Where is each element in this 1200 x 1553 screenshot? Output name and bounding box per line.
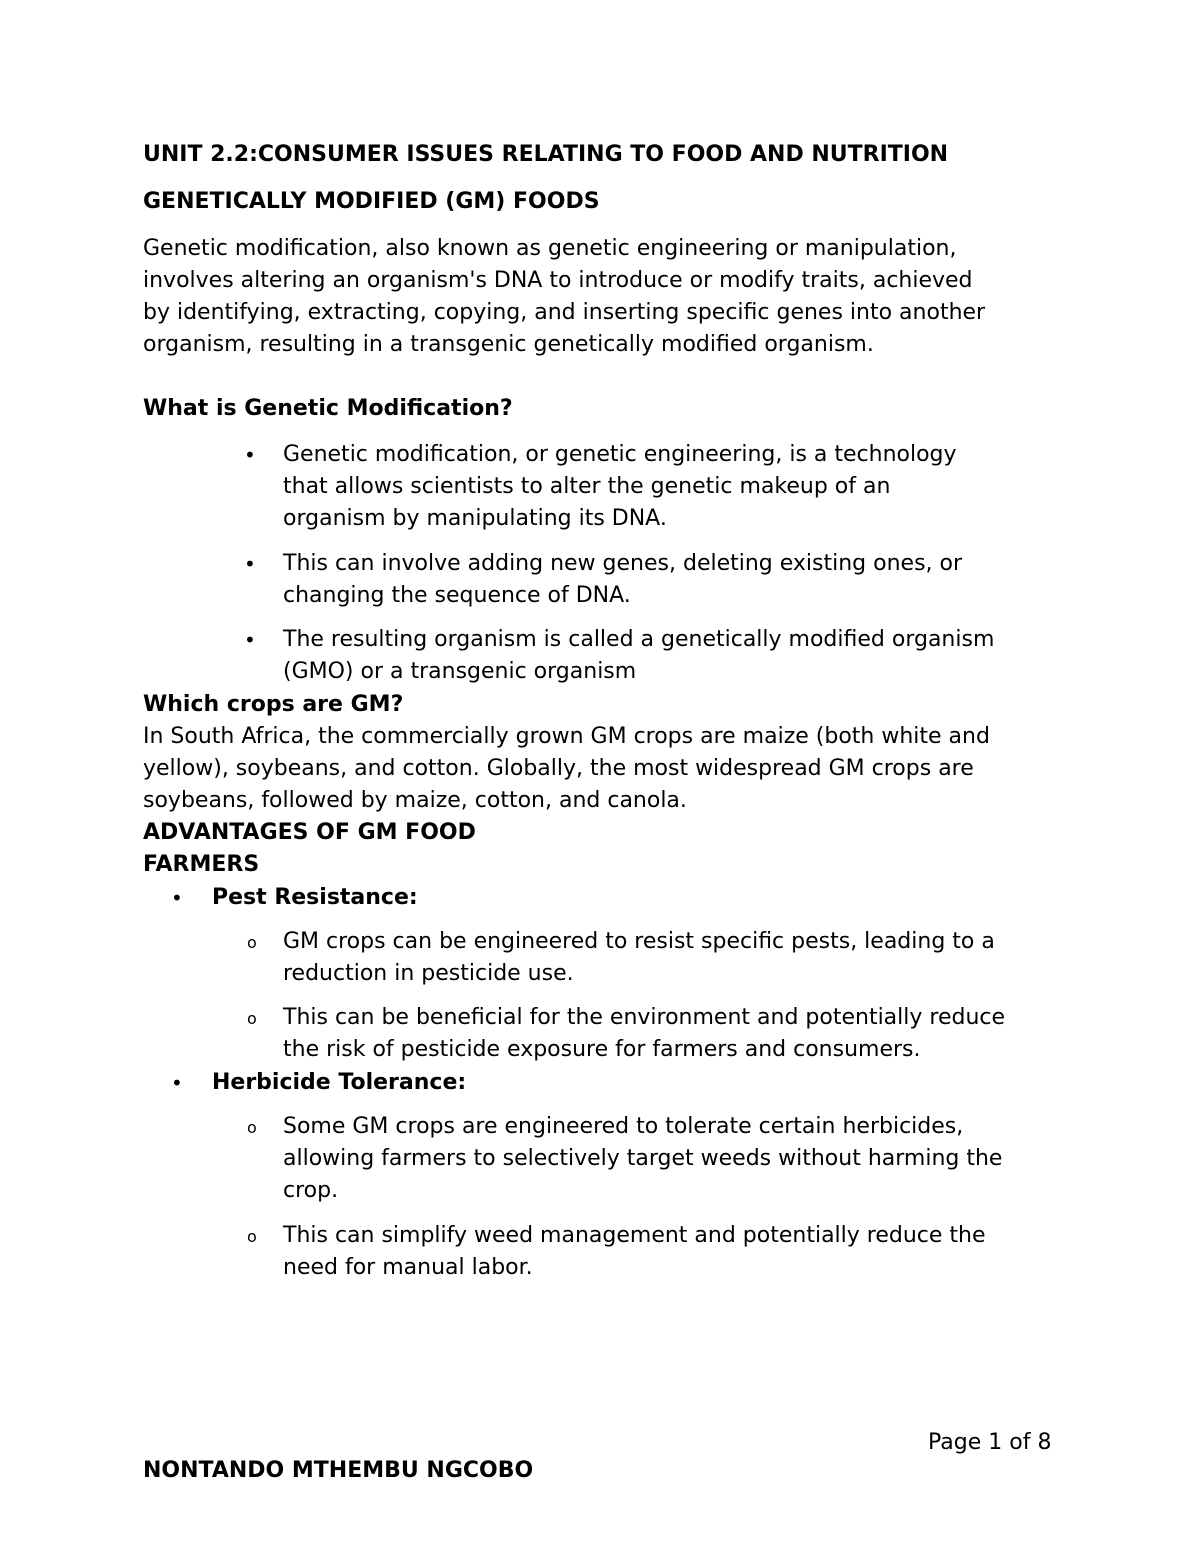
sub-bullet-line: This can be beneficial for the environment and potentially reduce (283, 1005, 1006, 1030)
sub-bullet-line: reduction in pesticide use. (283, 961, 574, 986)
footer-author: NONTANDO MTHEMBU NGCOBO (143, 1458, 534, 1483)
sub-bullet-icon: o (247, 933, 257, 952)
sub-bullet-icon: o (247, 1227, 257, 1246)
bullet-icon: • (244, 628, 256, 652)
bullet-line: that allows scientists to alter the genetic makeup of an (283, 474, 891, 499)
page-number: Page 1 of 8 (928, 1430, 1052, 1455)
bullet-icon: • (244, 443, 256, 467)
sub-bullet-line: GM crops can be engineered to resist specific pests, leading to a (283, 929, 995, 954)
bullet-line: changing the sequence of DNA. (283, 583, 631, 608)
crops-line: yellow), soybeans, and cotton. Globally, the most widespread GM crops are (143, 756, 974, 781)
heading-advantages: ADVANTAGES OF GM FOOD (143, 820, 476, 845)
sub-bullet-line: crop. (283, 1178, 339, 1203)
heading-farmers: FARMERS (143, 852, 260, 877)
intro-line: Genetic modification, also known as genetic engineering or manipulation, (143, 236, 957, 261)
sub-bullet-icon: o (247, 1118, 257, 1137)
crops-line: soybeans, followed by maize, cotton, and canola. (143, 788, 687, 813)
sub-bullet-line: This can simplify weed management and potentially reduce the (283, 1223, 986, 1248)
bullet-line: This can involve adding new genes, deleting existing ones, or (283, 551, 963, 576)
intro-line: involves altering an organism's DNA to introduce or modify traits, achieved (143, 268, 973, 293)
bullet-line: Genetic modification, or genetic engineering, is a technology (283, 442, 957, 467)
intro-line: organism, resulting in a transgenic genetically modified organism. (143, 332, 874, 357)
bullet-icon: • (244, 552, 256, 576)
sub-bullet-line: need for manual labor. (283, 1255, 533, 1280)
document-title: UNIT 2.2:CONSUMER ISSUES RELATING TO FOOD AND NUTRITION (143, 142, 949, 167)
sub-bullet-icon: o (247, 1009, 257, 1028)
bullet-icon: • (171, 886, 183, 910)
bullet-line: organism by manipulating its DNA. (283, 506, 667, 531)
sub-bullet-line: Some GM crops are engineered to tolerate certain herbicides, (283, 1114, 964, 1139)
pest-resistance-label: Pest Resistance: (212, 885, 418, 910)
intro-line: by identifying, extracting, copying, and inserting specific genes into another (143, 300, 986, 325)
crops-line: In South Africa, the commercially grown GM crops are maize (both white and (143, 724, 990, 749)
heading-what-is-gm: What is Genetic Modification? (143, 396, 513, 421)
herbicide-tolerance-label: Herbicide Tolerance: (212, 1070, 467, 1095)
sub-bullet-line: allowing farmers to selectively target weeds without harming the (283, 1146, 1003, 1171)
bullet-icon: • (171, 1071, 183, 1095)
section-heading-gm-foods: GENETICALLY MODIFIED (GM) FOODS (143, 189, 600, 214)
bullet-line: (GMO) or a transgenic organism (283, 659, 637, 684)
heading-which-crops: Which crops are GM? (143, 692, 404, 717)
sub-bullet-line: the risk of pesticide exposure for farmers and consumers. (283, 1037, 921, 1062)
bullet-line: The resulting organism is called a genetically modified organism (283, 627, 995, 652)
